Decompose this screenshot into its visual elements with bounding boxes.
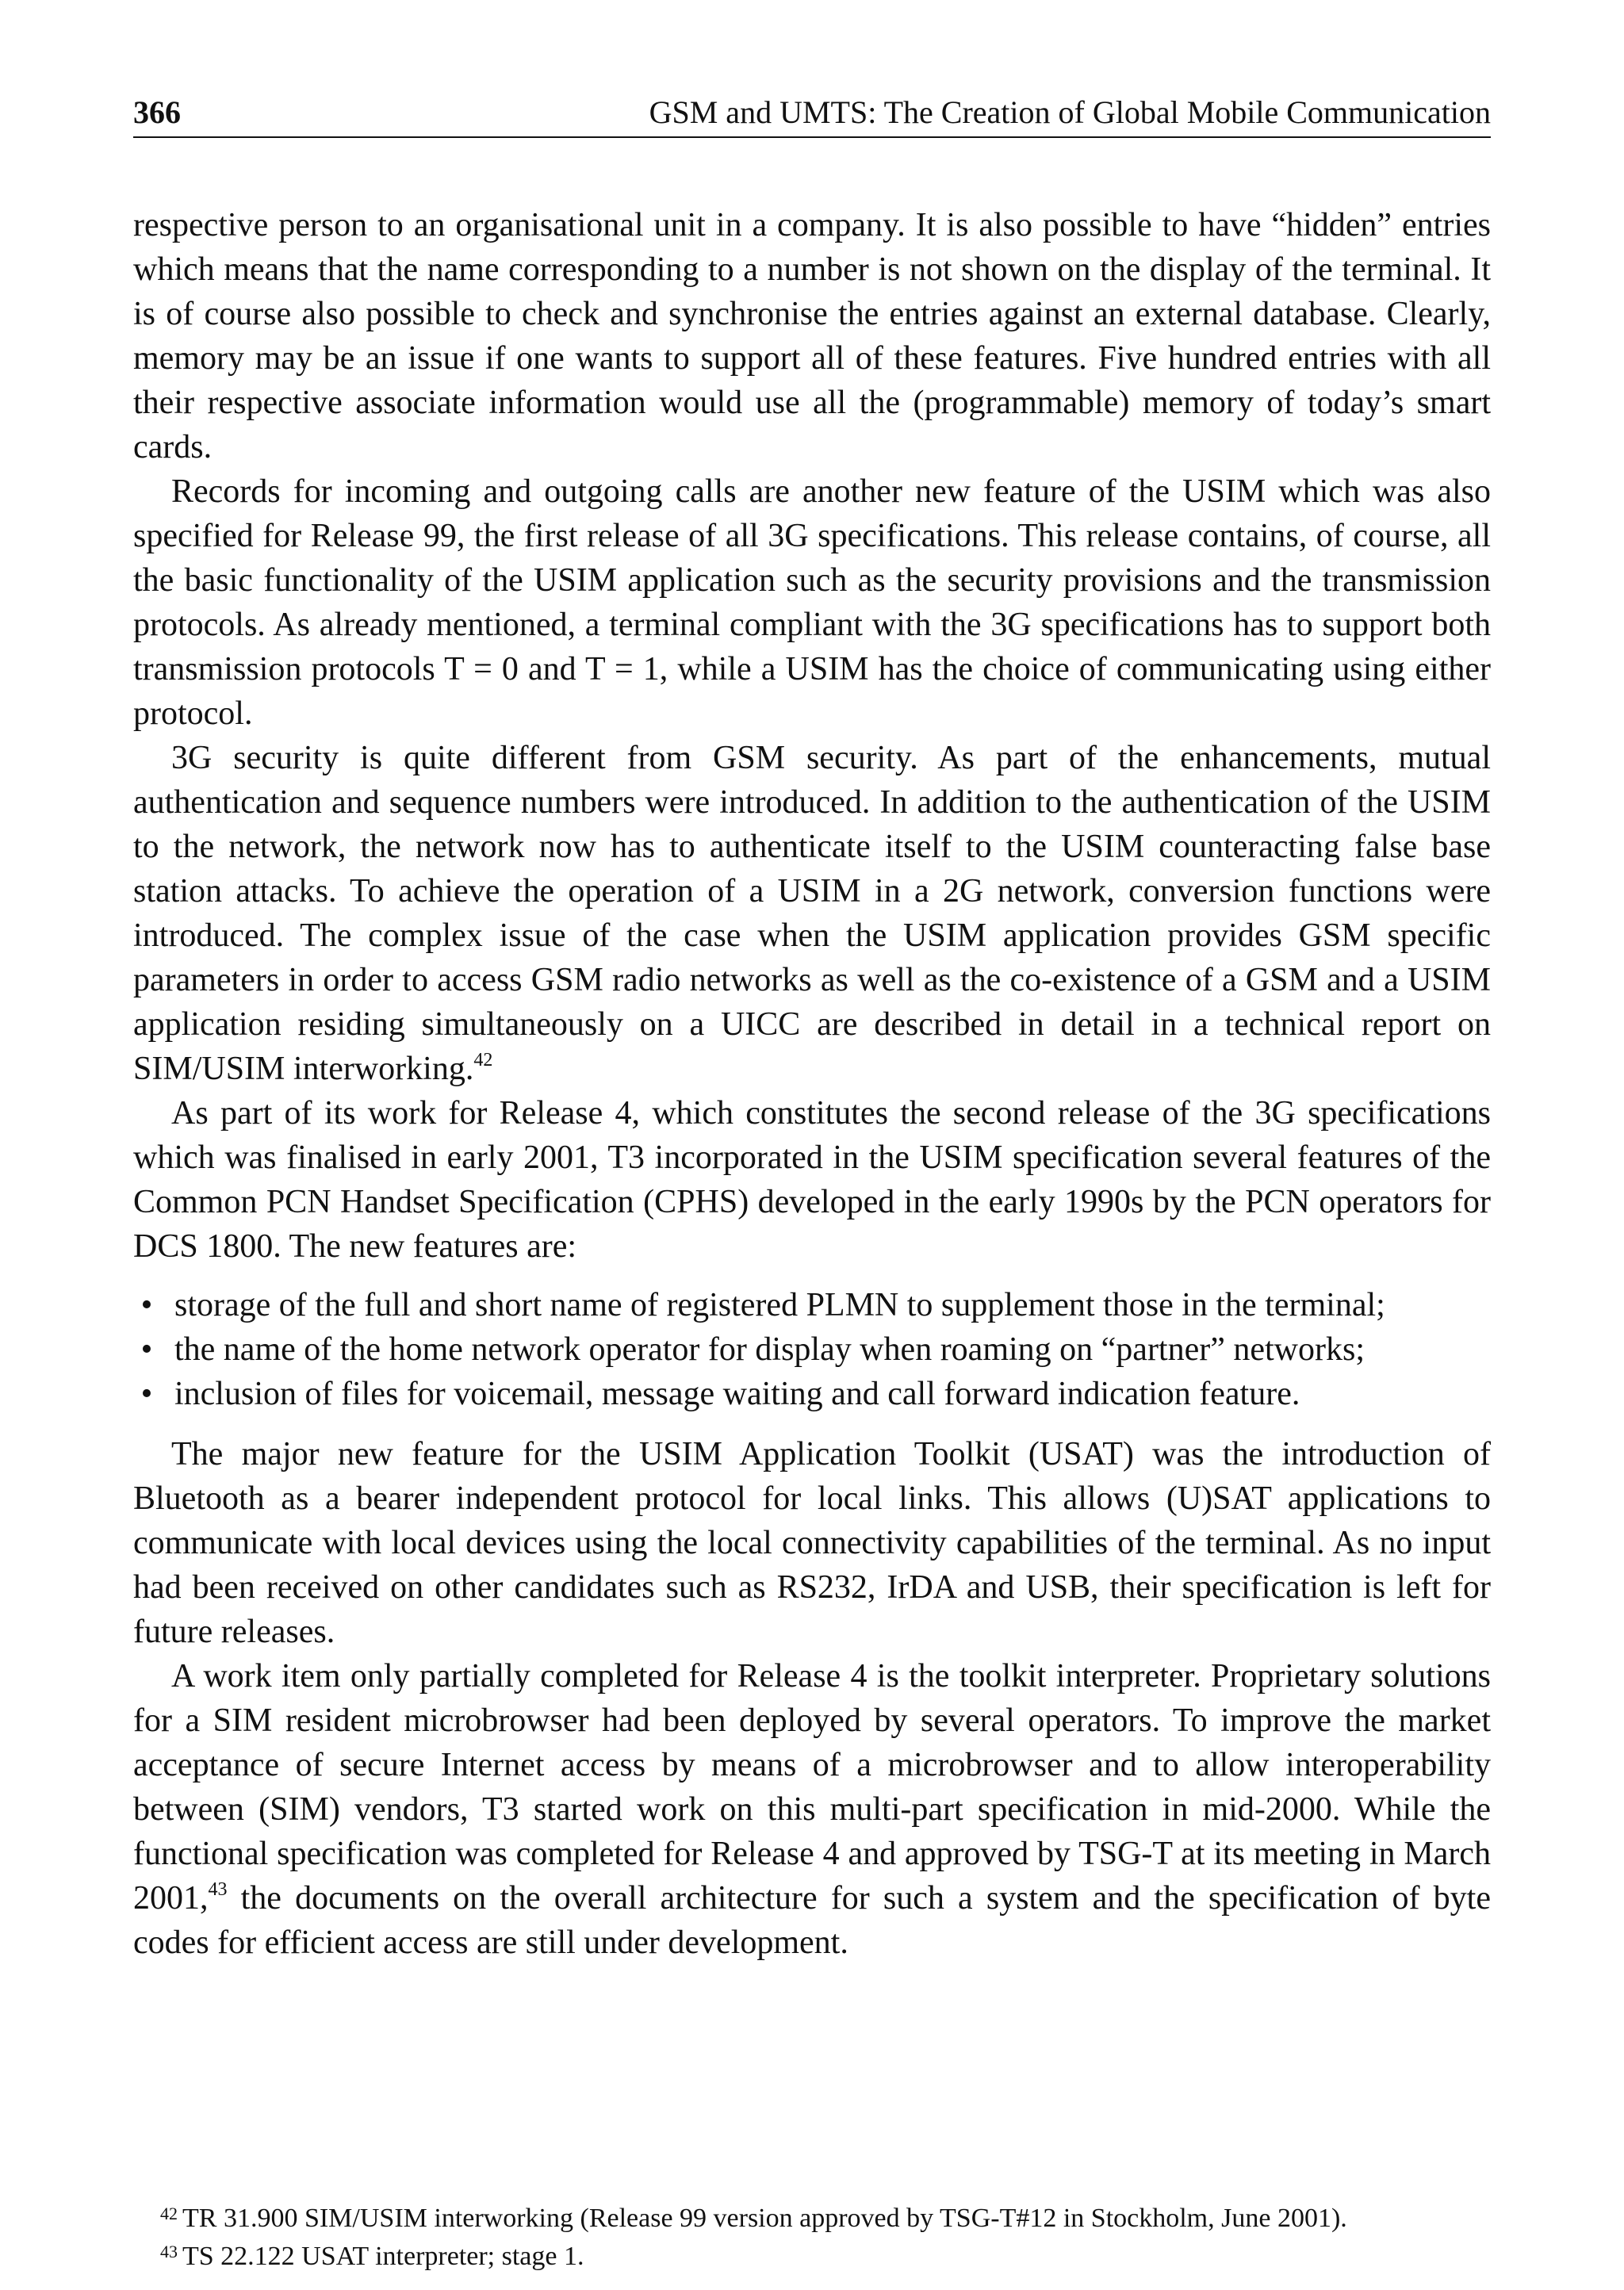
- running-title: GSM and UMTS: The Creation of Global Mobile Communication: [649, 94, 1491, 130]
- bullet-icon: •: [140, 1376, 153, 1412]
- footnote-text: TR 31.900 SIM/USIM interworking (Release 99 version approved by TSG-T#12 in Stockholm, June 2001).: [182, 2204, 1347, 2233]
- feature-list-item: [133, 1372, 1491, 1416]
- footnote-ref-43: 43: [208, 1879, 228, 1900]
- paragraph-6-text-after-note: the documents on the overall architecture for such a system and the specification of byte codes for efficient access are still under development.: [133, 1880, 1491, 1961]
- paragraph-5: The major new feature for the USIM Application Toolkit (USAT) was the introduction of Bluetooth as a bearer independent protocol for local links. This allows (U)SAT applications to communicate with local devices using the local connectivity capabilities of the terminal. As no input had been received on other candidates such as RS232, IrDA and USB, their specification is left for future releases.: [133, 1436, 1491, 1650]
- paragraph-3-text: 3G security is quite different from GSM security. As part of the enhancements, mutual authentication and sequence numbers were introduced. In addition to the authentication of the USIM to the network, the network now has to authenticate itself to the USIM counteracting false base station attacks. To achieve the operation of a USIM in a 2G network, conversion functions were introduced. The complex issue of the case when the USIM application provides GSM specific parameters in order to access GSM radio networks as well as the co-existence of a GSM and a USIM application residing simultaneously on a UICC are described in detail in a technical report on SIM/USIM interworking.: [133, 740, 1491, 1087]
- feature-list-item: [133, 1283, 1491, 1327]
- paragraph-6-text-before-note: A work item only partially completed for Release 4 is the toolkit interpreter. Proprietary solutions for a SIM resident microbrowser had been deployed by several operators. To improve the market acceptance of secure Internet access by means of a microbrowser and to allow interoperability between (SIM) vendors, T3 started work on this multi-part specification in mid-2000. While the functional specification was completed for Release 4 and approved by TSG-T at its meeting in March 2001,: [133, 1658, 1491, 1917]
- footnote-number: 43: [160, 2242, 178, 2261]
- footnote-43: [160, 2238, 1491, 2276]
- bullet-icon: •: [140, 1331, 153, 1368]
- feature-list-item: [133, 1327, 1491, 1372]
- page-number: 366: [133, 94, 181, 130]
- footnote-text: TS 22.122 USAT interpreter; stage 1.: [182, 2242, 584, 2271]
- feature-list-item-text: storage of the full and short name of registered PLMN to supplement those in the terminal;: [174, 1287, 1385, 1323]
- feature-list-item-text: inclusion of files for voicemail, message waiting and call forward indication feature.: [174, 1376, 1300, 1412]
- paragraph-1: respective person to an organisational unit in a company. It is also possible to have “hidden” entries which means that the name corresponding to a number is not shown on the display of the terminal. It is of course also possible to check and synchronise the entries against an external database. Clearly, memory may be an issue if one wants to support all of these features. Five hundred entries with all their respective associate information would use all the (programmable) memory of today’s smart cards.: [133, 207, 1491, 465]
- body-text: [133, 203, 1491, 1965]
- paragraph-6: [133, 1654, 1491, 1965]
- paragraph-4: As part of its work for Release 4, which constitutes the second release of the 3G specifications which was finalised in early 2001, T3 incorporated in the USIM specification several features of the Common PCN Handset Specification (CPHS) developed in the early 1990s by the PCN operators for DCS 1800. The new features are:: [133, 1095, 1491, 1265]
- page-header: [133, 84, 1491, 138]
- paragraph-2: Records for incoming and outgoing calls are another new feature of the USIM which was also specified for Release 99, the first release of all 3G specifications. This release contains, of course, all the basic functionality of the USIM application such as the security provisions and the transmission protocols. As already mentioned, a terminal compliant with the 3G specifications has to support both transmission protocols T = 0 and T = 1, while a USIM has the choice of communicating using either protocol.: [133, 473, 1491, 732]
- footnote-number: 42: [160, 2204, 178, 2223]
- feature-list: [133, 1283, 1491, 1416]
- footnote-42: [160, 2200, 1491, 2238]
- footnotes: [160, 2200, 1491, 2276]
- paragraph-3: [133, 736, 1491, 1091]
- document-page: [133, 76, 1491, 2271]
- bullet-icon: •: [140, 1287, 153, 1323]
- feature-list-item-text: the name of the home network operator for display when roaming on “partner” networks;: [174, 1331, 1365, 1368]
- footnote-ref-42: 42: [473, 1050, 493, 1070]
